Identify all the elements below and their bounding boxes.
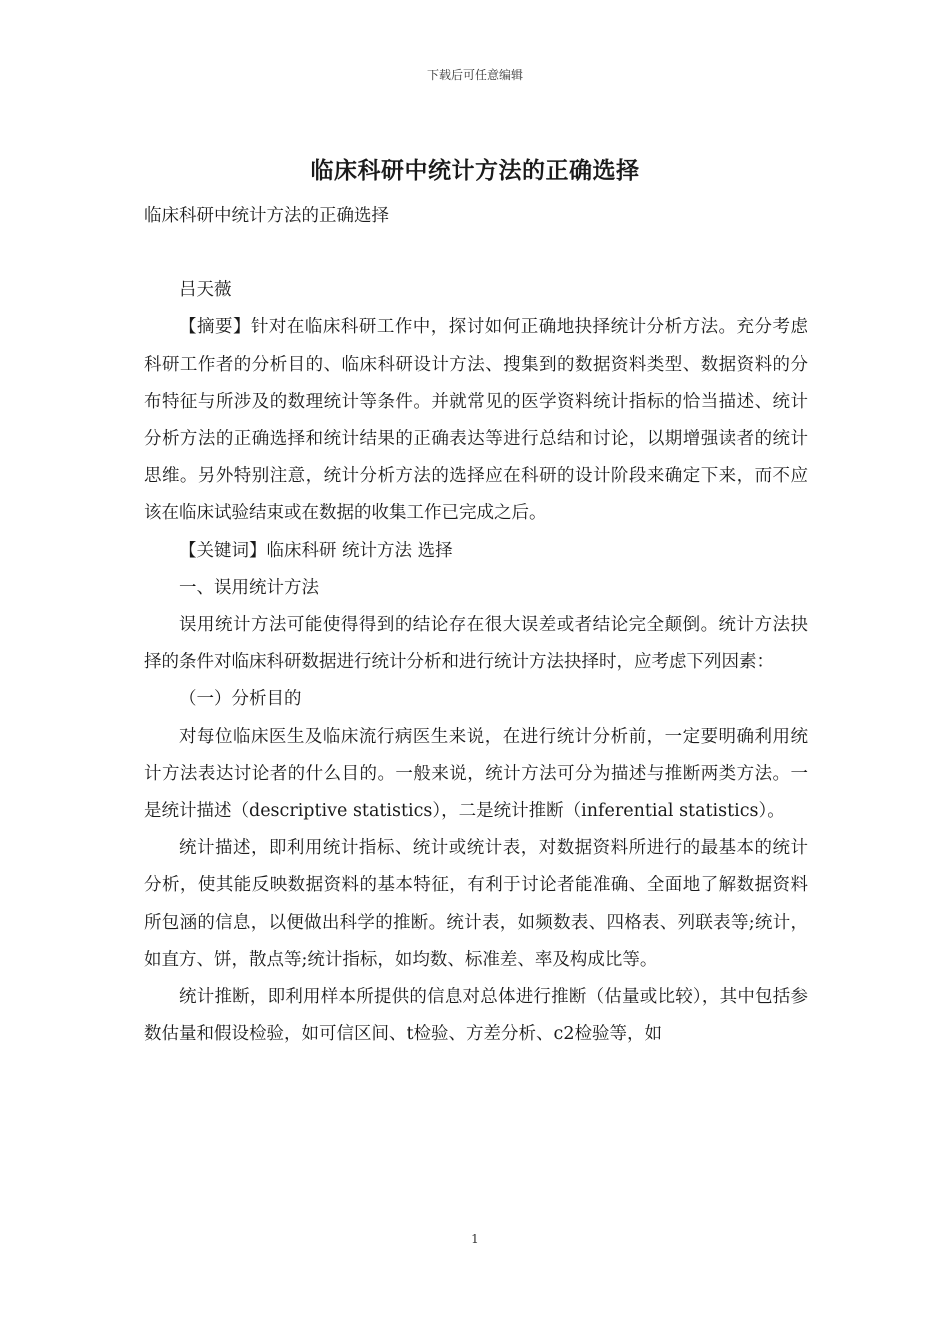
author-name: 吕天薇 <box>179 280 232 301</box>
abstract-paragraph: 【摘要】针对在临床科研工作中，探讨如何正确地抉择统计分析方法。充分考虑科研工作者的分析目的、临床科研设计方法、搜集到的数据资料类型、数据资料的分布特征与所涉及的数理统计等条件。并就常见的医学资料统计指标的恰当描述、统计分析方法的正确选择和统计结果的正确表达等进行总结和讨论，以期增强读者的统计思维。另外特别注意，统计分析方法的选择应在科研的设计阶段来确定下来，而不应该在临床试验结束或在数据的收集工作已完成之后。 <box>144 317 808 524</box>
paragraph-analysis-purpose: 对每位临床医生及临床流行病医生来说，在进行统计分析前，一定要明确利用统计方法表达讨论者的什么目的。一般来说，统计方法可分为描述与推断两类方法。一是统计描述（descriptive statistics），二是统计推断（inferential statistics）。 <box>144 726 808 822</box>
keywords-line: 【关键词】临床科研 统计方法 选择 <box>179 540 453 561</box>
document-body <box>144 198 808 1053</box>
paragraph-statistical-inference: 统计推断，即利用样本所提供的信息对总体进行推断（估量或比较），其中包括参数估量和假设检验，如可信区间、t检验、方差分析、c2检验等，如 <box>144 987 808 1045</box>
subsection-heading-1: （一）分析目的 <box>179 689 302 710</box>
page-number: 1 <box>471 1232 479 1246</box>
section-1-paragraph: 误用统计方法可能使得得到的结论存在很大误差或者结论完全颠倒。统计方法抉择的条件对临床科研数据进行统计分析和进行统计方法抉择时，应考虑下列因素： <box>144 615 808 673</box>
document-subtitle: 临床科研中统计方法的正确选择 <box>144 206 389 226</box>
header-note: 下载后可任意编辑 <box>426 68 523 82</box>
document-title: 临床科研中统计方法的正确选择 <box>310 157 640 184</box>
paragraph-statistical-description: 统计描述，即利用统计指标、统计或统计表，对数据资料所进行的最基本的统计分析，使其能反映数据资料的基本特征，有利于讨论者能准确、全面地了解数据资料所包涵的信息，以便做出科学的推断。统计表，如频数表、四格表、列联表等;统计，如直方、饼，散点等;统计指标，如均数、标准差、率及构成比等。 <box>144 838 808 970</box>
section-heading-1: 一、误用统计方法 <box>179 577 319 598</box>
